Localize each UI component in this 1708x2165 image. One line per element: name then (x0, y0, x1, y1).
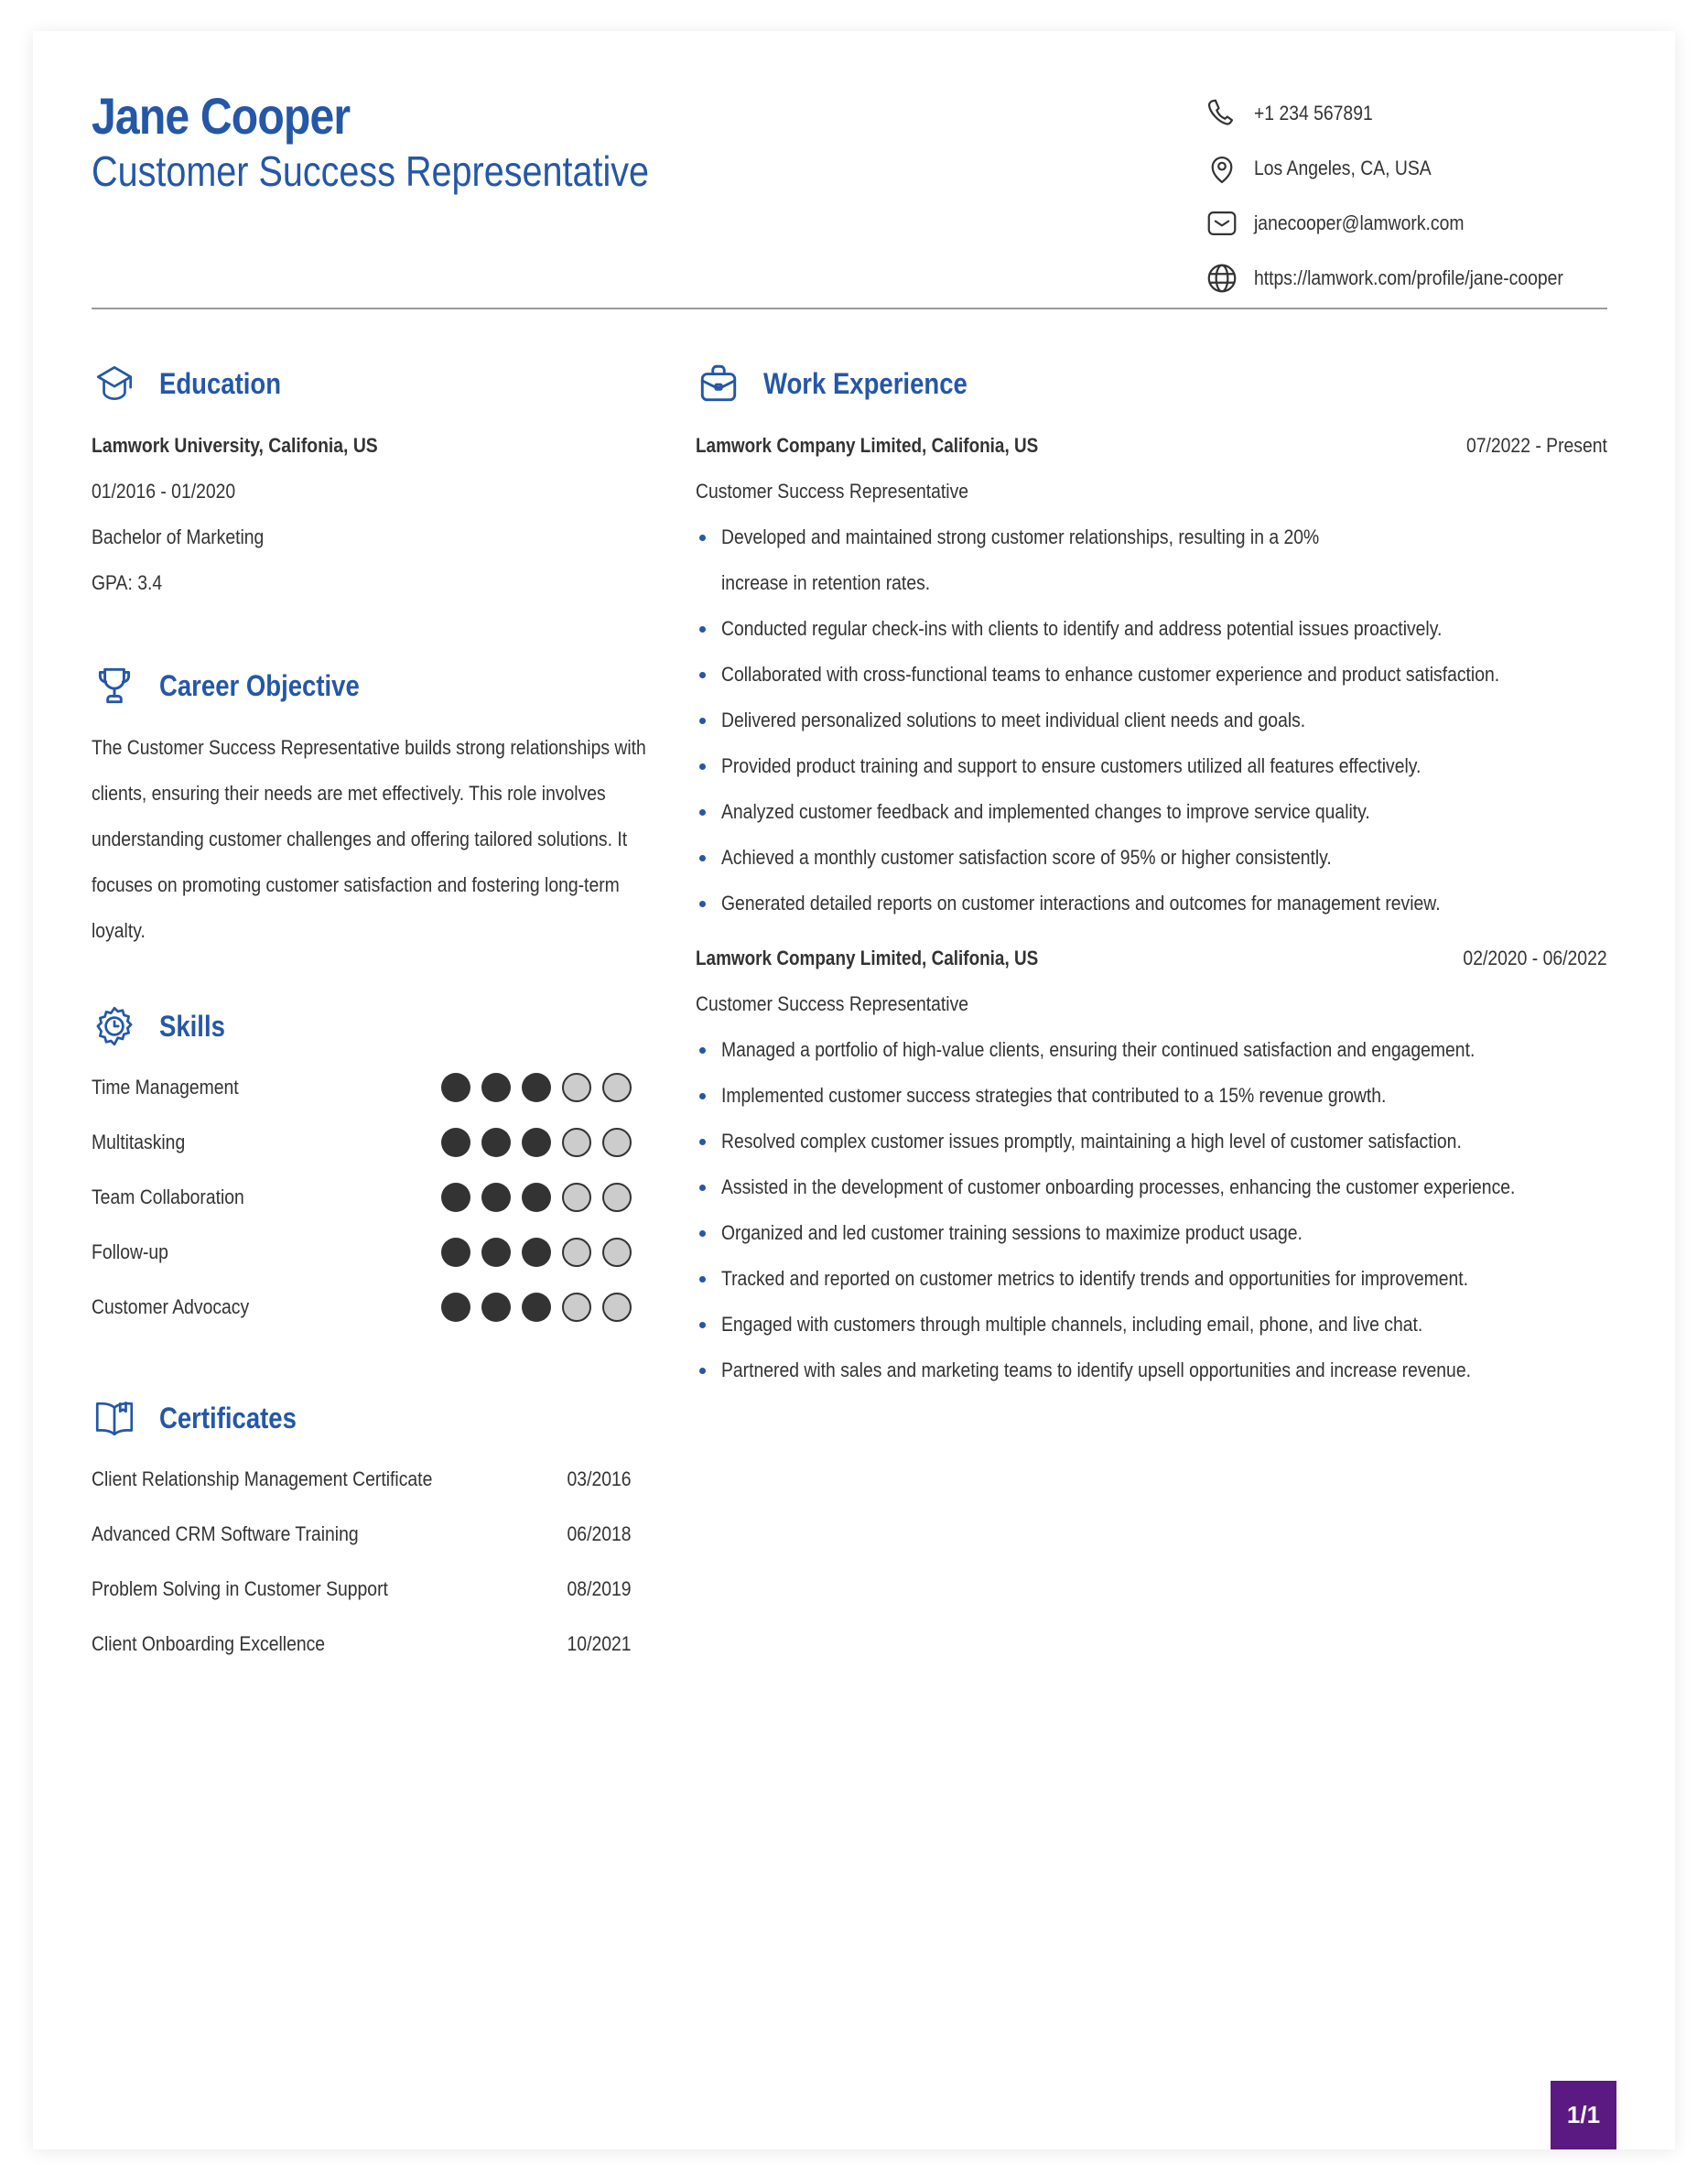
certificate-name: Problem Solving in Customer Support (92, 1577, 388, 1600)
job-dates: 02/2020 - 06/2022 (1463, 947, 1607, 969)
skill-rating (441, 1128, 632, 1157)
rating-dot-empty (562, 1238, 591, 1267)
job-header (696, 936, 1607, 981)
bullet-item (696, 743, 1607, 789)
skill-name: Follow-up (92, 1240, 168, 1263)
section-title: Education (159, 366, 282, 400)
certificate-date: 08/2019 (568, 1577, 632, 1600)
objective-text: The Customer Success Representative builds strong relationships with clients, ensuring their needs are met effectively. This role involves understanding customer challenges and offering tailored solutions. It focuses on promoting customer satisfaction and fostering long-term loyalty. (92, 736, 646, 942)
gpa: GPA: 3.4 (92, 571, 163, 594)
job-dates: 07/2022 - Present (1466, 434, 1607, 457)
graduation-cap-icon (92, 361, 137, 406)
rating-dot-filled (522, 1128, 551, 1157)
bullet-text: Implemented customer success strategies that contributed to a 15% revenue growth. (721, 1084, 1387, 1107)
rating-dot-filled (522, 1293, 551, 1322)
bullet-item (696, 789, 1607, 835)
rating-dot-filled (481, 1183, 511, 1212)
certificate-date: 03/2016 (568, 1467, 632, 1490)
bullet-item (696, 652, 1607, 698)
bullet-text: Managed a portfolio of high-value clients, ensuring their continued satisfaction and engagement. (721, 1038, 1476, 1061)
skill-name: Time Management (92, 1076, 239, 1099)
bullet-item (696, 514, 1607, 606)
job-bullets (696, 1027, 1607, 1393)
skills-heading (92, 994, 641, 1058)
skill-row (92, 1280, 632, 1335)
rating-dot-filled (481, 1073, 511, 1102)
rating-dot-filled (522, 1073, 551, 1102)
contact-list (1205, 86, 1607, 306)
certificate-name: Advanced CRM Software Training (92, 1522, 359, 1545)
skill-row (92, 1225, 632, 1280)
skill-row (92, 1115, 632, 1170)
bullet-item (696, 1210, 1607, 1256)
bullet-text: Engaged with customers through multiple channels, including email, phone, and live chat. (721, 1313, 1423, 1336)
website-link[interactable]: https://lamwork.com/profile/jane-cooper (1254, 266, 1563, 289)
skills-section (92, 994, 641, 1335)
education-section (92, 352, 641, 606)
bullet-item (696, 1119, 1607, 1164)
job-entry (696, 936, 1607, 1393)
bullet-item (696, 835, 1607, 881)
degree: Bachelor of Marketing (92, 525, 265, 548)
skill-rating (441, 1073, 632, 1102)
briefcase-icon (696, 361, 741, 406)
rating-dot-empty (562, 1293, 591, 1322)
rating-dot-empty (562, 1073, 591, 1102)
certificates-heading (92, 1386, 641, 1450)
rating-dot-empty (602, 1238, 632, 1267)
resume-header (92, 86, 1607, 309)
rating-dot-filled (441, 1073, 470, 1102)
email-icon (1205, 206, 1239, 241)
bullet-item (696, 1348, 1607, 1393)
certificates-section (92, 1386, 641, 1672)
skill-name: Customer Advocacy (92, 1295, 250, 1318)
email-link[interactable]: janecooper@lamwork.com (1254, 211, 1465, 234)
rating-dot-filled (522, 1238, 551, 1267)
left-column (92, 352, 646, 1672)
contact-phone (1205, 86, 1607, 141)
job-entry (696, 423, 1607, 926)
bullet-text: Developed and maintained strong customer relationships, resulting in a 20% increase in retention rates. (721, 525, 1320, 594)
bullet-item (696, 1027, 1607, 1073)
rating-dot-filled (481, 1128, 511, 1157)
contact-email (1205, 196, 1607, 251)
job-bullets (696, 514, 1607, 926)
skill-row (92, 1060, 632, 1115)
objective-heading (92, 654, 641, 718)
bullet-item (696, 1256, 1607, 1302)
rating-dot-empty (602, 1128, 632, 1157)
education-dates: 01/2016 - 01/2020 (92, 480, 236, 503)
page-indicator[interactable]: 1/1 (1551, 2081, 1616, 2149)
location-pin-icon (1205, 151, 1239, 186)
section-title: Work Experience (763, 366, 968, 400)
rating-dot-empty (602, 1073, 632, 1102)
rating-dot-filled (481, 1293, 511, 1322)
rating-dot-filled (441, 1293, 470, 1322)
rating-dot-filled (522, 1183, 551, 1212)
rating-dot-empty (602, 1293, 632, 1322)
bullet-item (696, 881, 1607, 926)
skill-rating (441, 1183, 632, 1212)
bullet-item (696, 698, 1607, 743)
contact-location (1205, 141, 1607, 196)
bullet-item (696, 1302, 1607, 1348)
objective-section (92, 654, 646, 954)
education-heading (92, 352, 641, 416)
skill-name: Team Collaboration (92, 1185, 244, 1208)
skill-name: Multitasking (92, 1131, 186, 1153)
bullet-text: Conducted regular check-ins with clients to identify and address potential issues proactively. (721, 617, 1443, 640)
job-role: Customer Success Representative (696, 480, 969, 503)
bullet-text: Generated detailed reports on customer interactions and outcomes for management review. (721, 892, 1441, 915)
right-column (696, 352, 1607, 1393)
skills-list (92, 1060, 641, 1335)
location-text: Los Angeles, CA, USA (1254, 157, 1432, 179)
bullet-text: Provided product training and support to ensure customers utilized all features effectively. (721, 754, 1422, 777)
section-title: Career Objective (159, 668, 360, 702)
candidate-title: Customer Success Representative (92, 147, 650, 195)
school-name: Lamwork University, Califonia, US (92, 434, 378, 457)
rating-dot-filled (441, 1128, 470, 1157)
job-company: Lamwork Company Limited, Califonia, US (696, 947, 1039, 969)
job-company: Lamwork Company Limited, Califonia, US (696, 434, 1039, 457)
globe-icon (1205, 261, 1239, 296)
certificate-row (92, 1507, 632, 1562)
header-divider (92, 308, 1607, 309)
bullet-text: Delivered personalized solutions to meet individual client needs and goals. (721, 709, 1306, 731)
certificate-row (92, 1617, 632, 1672)
rating-dot-empty (562, 1183, 591, 1212)
skill-rating (441, 1293, 632, 1322)
section-title: Skills (159, 1009, 225, 1043)
resume-page (33, 31, 1675, 2149)
bullet-text: Organized and led customer training sessions to maximize product usage. (721, 1221, 1303, 1244)
bullet-text: Achieved a monthly customer satisfaction score of 95% or higher consistently. (721, 846, 1332, 869)
bullet-item (696, 1073, 1607, 1119)
book-icon (92, 1395, 137, 1441)
candidate-name: Jane Cooper (92, 87, 351, 145)
phone-number[interactable]: +1 234 567891 (1254, 102, 1373, 124)
bullet-text: Tracked and reported on customer metrics to identify trends and opportunities for improvement. (721, 1267, 1469, 1290)
work-experience-heading (696, 352, 1607, 416)
skill-rating (441, 1238, 632, 1267)
rating-dot-filled (441, 1238, 470, 1267)
bullet-text: Assisted in the development of customer onboarding processes, enhancing the customer experience. (721, 1175, 1516, 1198)
certificate-name: Client Onboarding Excellence (92, 1632, 326, 1655)
rating-dot-filled (441, 1183, 470, 1212)
trophy-icon (92, 663, 137, 709)
certificate-row (92, 1452, 632, 1507)
certificate-date: 10/2021 (568, 1632, 632, 1655)
bullet-item (696, 606, 1607, 652)
bullet-text: Analyzed customer feedback and implemented changes to improve service quality. (721, 800, 1370, 823)
rating-dot-filled (481, 1238, 511, 1267)
certificate-name: Client Relationship Management Certificate (92, 1467, 433, 1490)
job-role: Customer Success Representative (696, 992, 969, 1015)
bullet-item (696, 1164, 1607, 1210)
skill-row (92, 1170, 632, 1225)
rating-dot-empty (562, 1128, 591, 1157)
certificate-date: 06/2018 (568, 1522, 632, 1545)
rating-dot-empty (602, 1183, 632, 1212)
contact-website (1205, 251, 1607, 306)
phone-icon (1205, 96, 1239, 131)
certificate-row (92, 1562, 632, 1617)
bullet-text: Resolved complex customer issues promptly, maintaining a high level of customer satisfaction. (721, 1130, 1462, 1153)
bullet-text: Partnered with sales and marketing teams to identify upsell opportunities and increase revenue. (721, 1359, 1471, 1381)
gear-clock-icon (92, 1003, 137, 1049)
bullet-text: Collaborated with cross-functional teams to enhance customer experience and product satisfaction. (721, 663, 1500, 686)
section-title: Certificates (159, 1401, 297, 1434)
job-header (696, 423, 1607, 469)
